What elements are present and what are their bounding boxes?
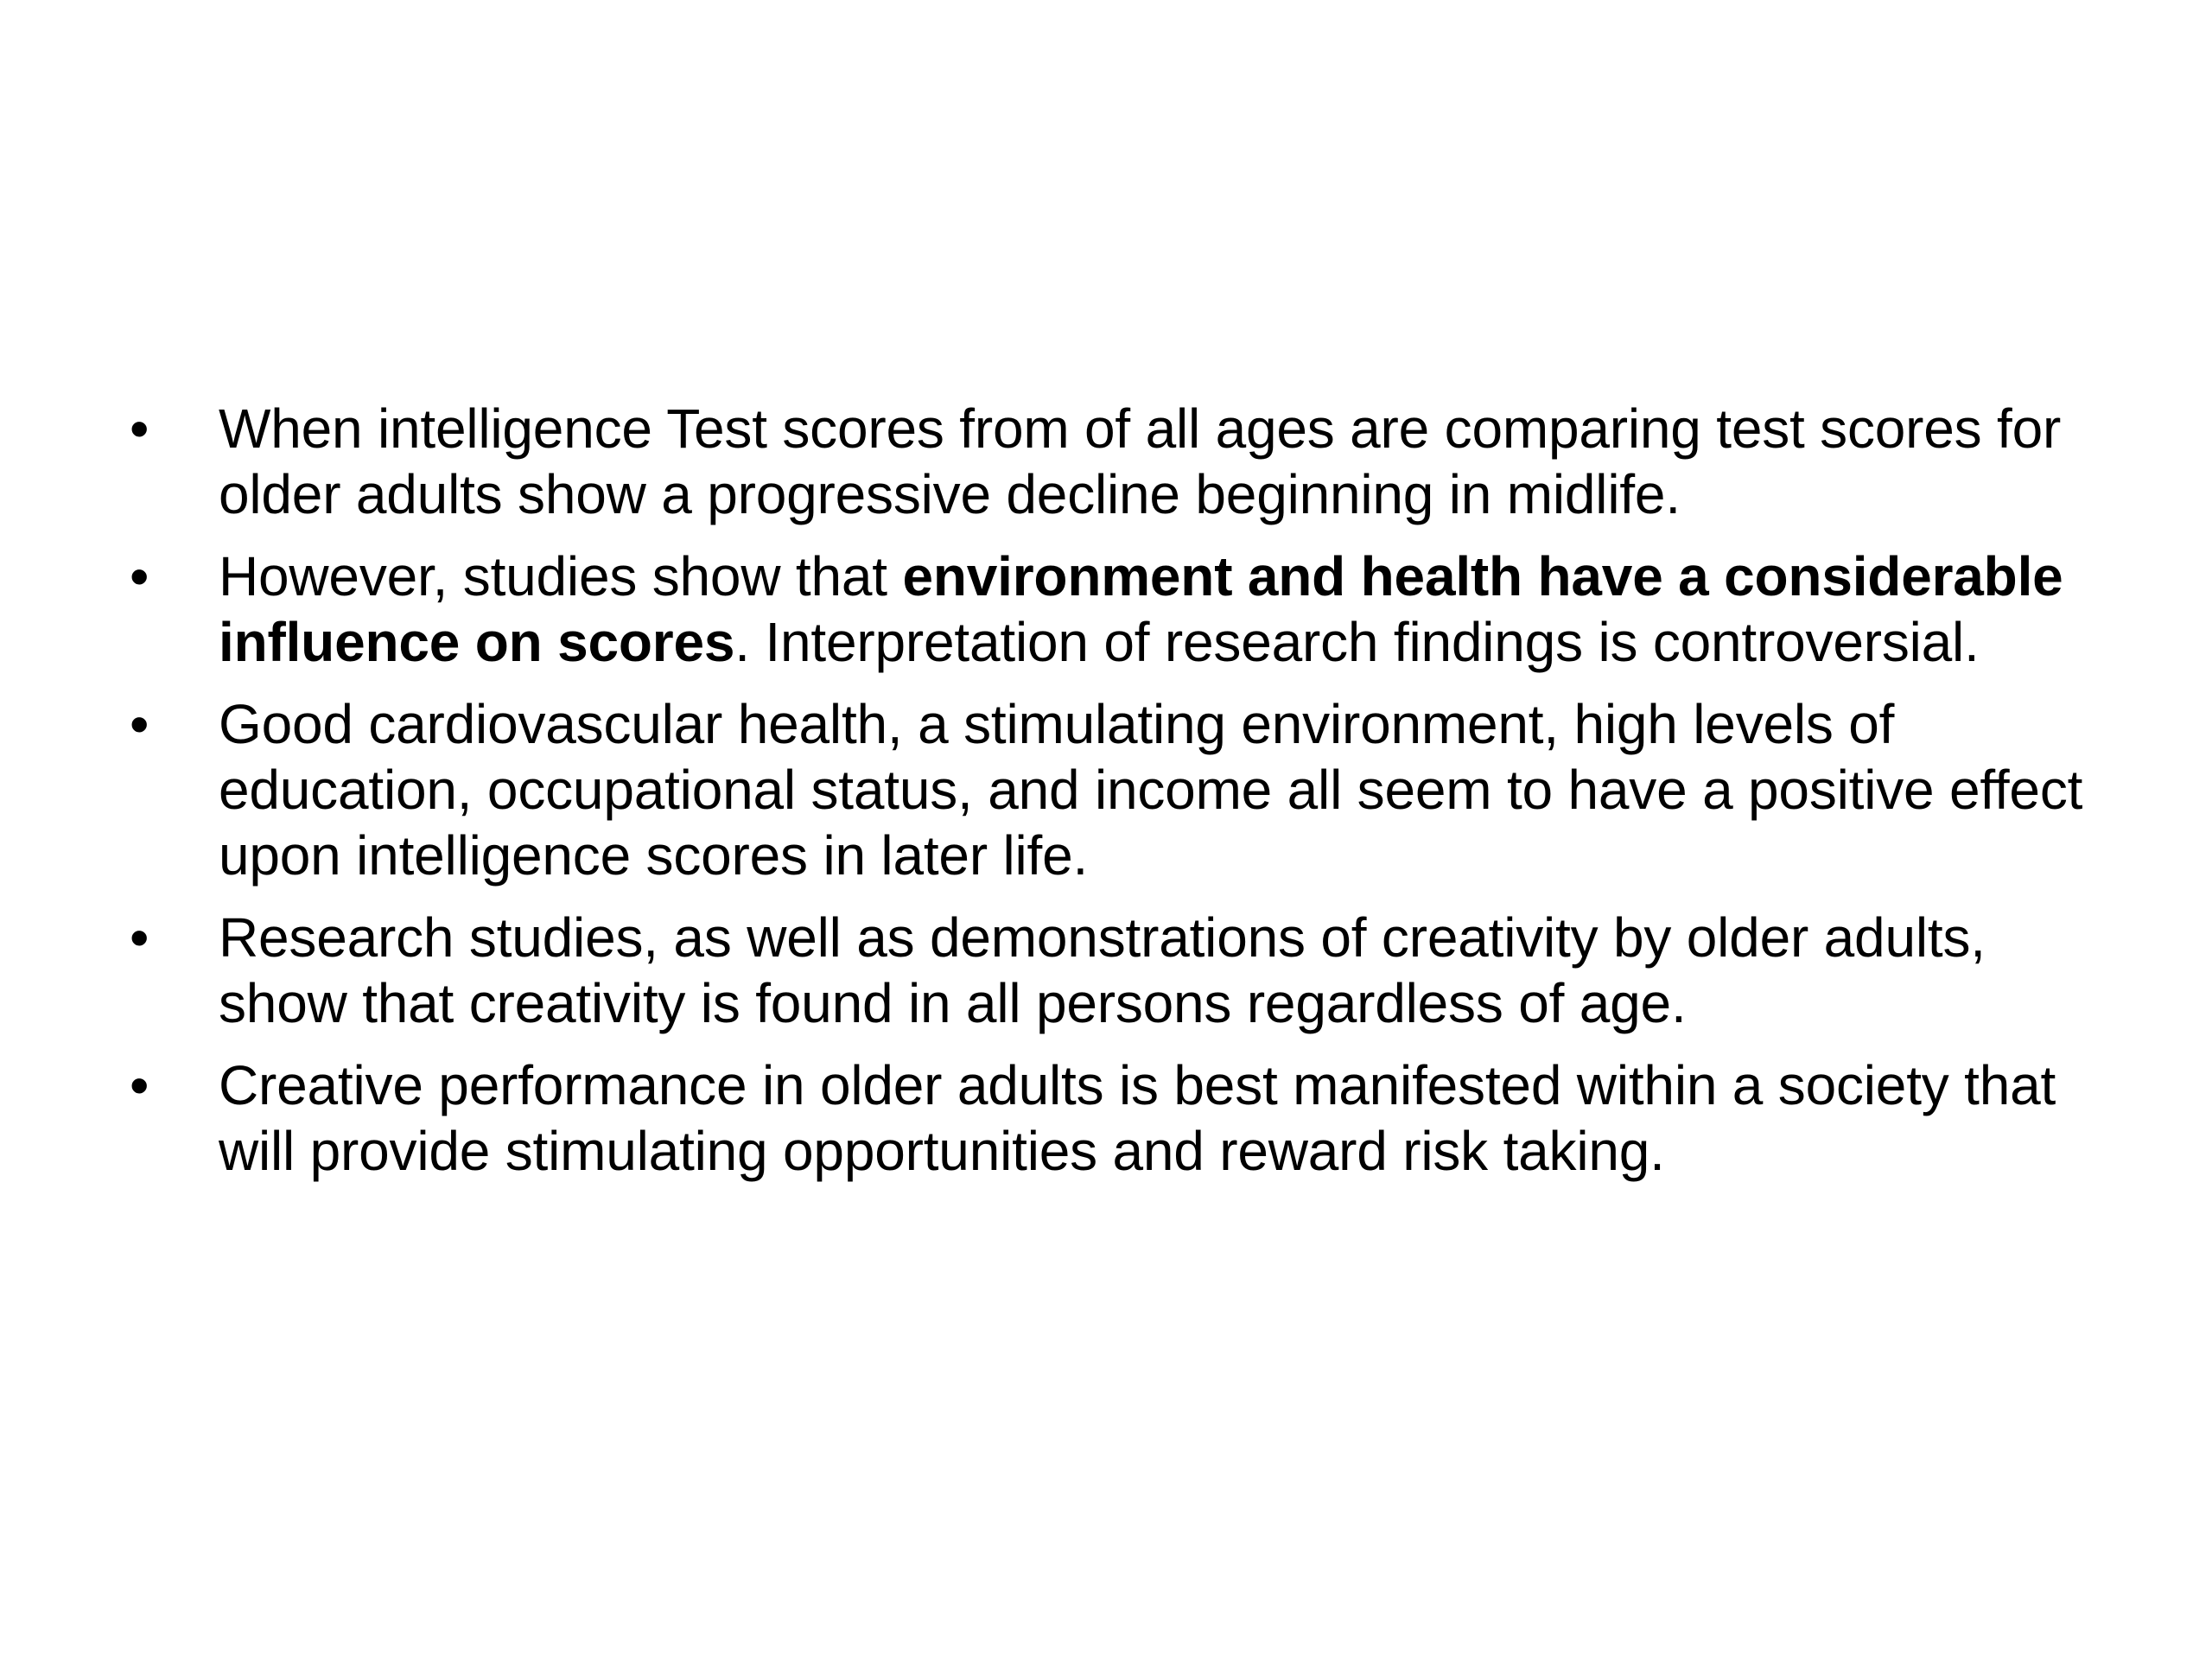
bullet-item bbox=[130, 691, 2117, 888]
bullet-item bbox=[130, 1052, 2117, 1184]
bullet-list bbox=[130, 396, 2117, 1200]
bullet-point-icon: • bbox=[130, 693, 149, 755]
bullet-point-icon: • bbox=[130, 545, 149, 607]
bullet-text-tail: . Interpretation of research findings is controversial. bbox=[734, 611, 1980, 673]
bullet-text: Research studies, as well as demonstrations of creativity by older adults, show that creativity is found in all persons regardless of age. bbox=[219, 906, 1986, 1034]
bullet-point-icon: • bbox=[130, 1054, 149, 1116]
bullet-text: Creative performance in older adults is best manifested within a society that will provide stimulating opportunities and reward risk taking. bbox=[219, 1054, 2056, 1182]
bullet-text-emphasis: environment and health have a considerable influence on scores bbox=[219, 545, 2063, 673]
bullet-item bbox=[130, 905, 2117, 1036]
bullet-text: Good cardiovascular health, a stimulating environment, high levels of education, occupational status, and income all seem to have a positive effect upon intelligence scores in later life. bbox=[219, 693, 2083, 887]
bullet-item bbox=[130, 396, 2117, 527]
bullet-point-icon: • bbox=[130, 397, 149, 460]
bullet-text: When intelligence Test scores from of all ages are comparing test scores for older adults show a progressive decline beginning in midlife. bbox=[219, 397, 2062, 525]
bullet-point-icon: • bbox=[130, 906, 149, 969]
bullet-item bbox=[130, 543, 2117, 675]
bullet-text-lead: However, studies show that bbox=[219, 545, 903, 607]
